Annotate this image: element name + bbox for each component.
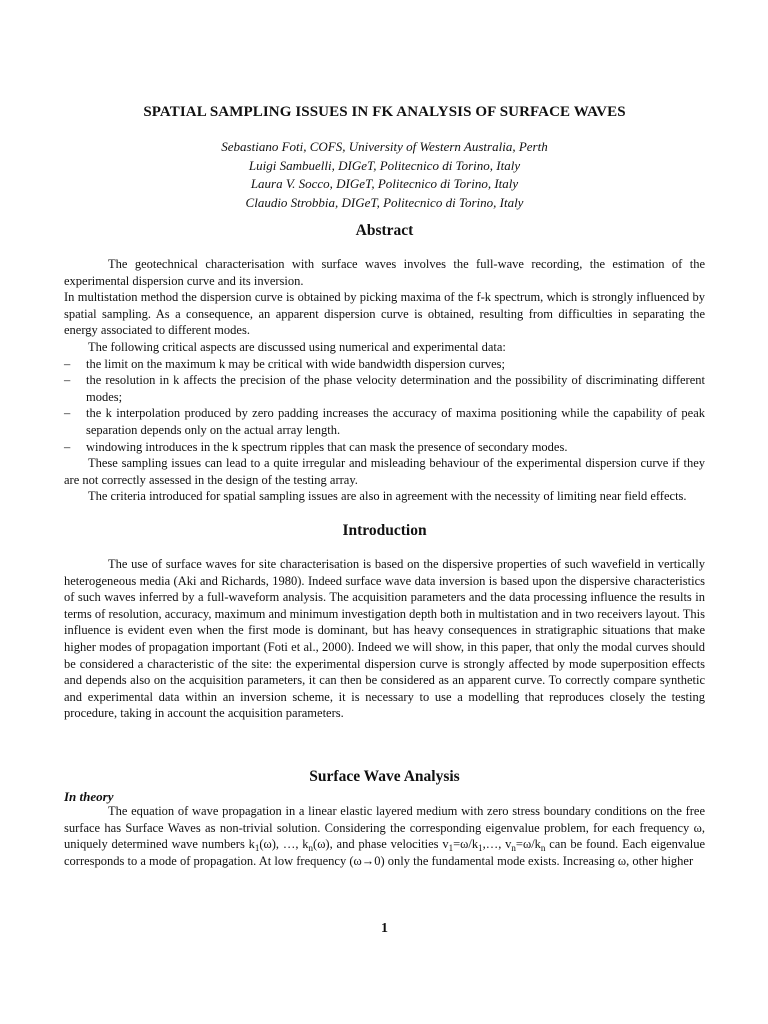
list-item-text: windowing introduces in the k spectrum ripples that can mask the presence of secondary modes. bbox=[86, 439, 568, 454]
introduction-heading: Introduction bbox=[342, 522, 427, 539]
list-item bbox=[64, 356, 705, 373]
list-item-text: the k interpolation produced by zero padding increases the accuracy of maxima positioning while the capability of peak separation depends only on the actual array length. bbox=[86, 406, 705, 437]
subscript: 1 bbox=[254, 843, 260, 854]
text-run: ,…, v bbox=[482, 837, 512, 852]
list-item-text: the limit on the maximum k may be critical with wide bandwidth dispersion curves; bbox=[86, 356, 506, 371]
text-run: The equation of wave propagation in a linear elastic layered medium with zero stress boundary conditions on the free surface has Surface Waves as non-trivial solution. Considering the corresponding eigenvalue problem, for each frequency ω, uniquely determined wave numbers k bbox=[64, 804, 705, 852]
author-line: Laura V. Socco, DIGeT, Politecnico di Torino, Italy bbox=[250, 176, 519, 191]
text-run: =ω/k bbox=[515, 837, 541, 852]
abstract-heading: Abstract bbox=[355, 222, 414, 239]
surface-wave-analysis-heading: Surface Wave Analysis bbox=[309, 768, 460, 785]
list-item bbox=[64, 405, 705, 438]
subscript: 1 bbox=[448, 843, 454, 854]
dash-marker: – bbox=[64, 406, 71, 421]
subscript: 1 bbox=[478, 843, 483, 854]
dash-marker: – bbox=[64, 439, 71, 454]
text-run: (ω), …, k bbox=[259, 837, 309, 852]
abstract-paragraph: These sampling issues can lead to a quite irregular and misleading behaviour of the experimental dispersion curve if they are not correctly assessed in the design of the testing array. bbox=[64, 456, 705, 487]
paper-title: SPATIAL SAMPLING ISSUES IN FK ANALYSIS OF SURFACE WAVES bbox=[143, 104, 626, 120]
author-line: Sebastiano Foti, COFS, University of Western Australia, Perth bbox=[221, 139, 548, 154]
page-number: 1 bbox=[381, 921, 388, 936]
dash-marker: – bbox=[64, 356, 71, 371]
introduction-paragraph: The use of surface waves for site characterisation is based on the dispersive properties of such wavefield in vertically heterogeneous media (Aki and Richards, 1980). Indeed surface wave data inversion is based upon the dispersive characteristics of such waves inferred by a full-waveform analysis. The acquisition parameters and the data processing influence the results in terms of resolution, accuracy, maximum and minimum investigation depth both in multistation and in two receivers layout. This influence is evident even when the first mode is dominant, but has heavy consequences in stratigraphic situations that make higher modes of propagation important (Foti et al., 2000). Indeed we will show, in this paper, that only the modal curves should be considered a characteristic of the site: the experimental dispersion curve is strongly affected by mode superposition effects and depends also on the acquisition parameters, it can then be considered as an apparent curve. To correctly compare synthetic and experimental data within an inversion scheme, it is necessary to use a modelling that reproduces closely the testing procedure, taking in account the acquisition parameters. bbox=[64, 557, 705, 721]
text-run: =ω/k bbox=[453, 837, 479, 852]
in-theory-subheading: In theory bbox=[64, 789, 114, 804]
subscript: n bbox=[308, 843, 314, 854]
list-item bbox=[64, 439, 705, 456]
list-item bbox=[64, 372, 705, 405]
surface-wave-paragraph bbox=[64, 803, 705, 869]
text-run: can be found. Each eigenvalue corresponds to a mode of propagation. At low frequency (ω→0) only the fundamental mode exists. Increasing ω, other higher bbox=[64, 837, 705, 868]
abstract-paragraph: In multistation method the dispersion curve is obtained by picking maxima of the f-k spectrum, which is strongly influenced by spatial sampling. As a consequence, an apparent dispersion curve is obtained, resulting from difficulties in separating the energy associated to different modes. bbox=[64, 290, 705, 338]
author-line: Claudio Strobbia, DIGeT, Politecnico di Torino, Italy bbox=[245, 194, 524, 210]
abstract-body bbox=[64, 256, 705, 505]
surface-wave-body bbox=[64, 803, 705, 869]
subscript: n bbox=[540, 843, 546, 854]
introduction-body bbox=[64, 556, 705, 722]
author-list bbox=[64, 138, 705, 212]
abstract-paragraph: The criteria introduced for spatial sampling issues are also in agreement with the necessity of limiting near field effects. bbox=[88, 489, 687, 504]
author-line: Luigi Sambuelli, DIGeT, Politecnico di Torino, Italy bbox=[248, 157, 521, 173]
abstract-paragraph: The geotechnical characterisation with surface waves involves the full-wave recording, the estimation of the experimental dispersion curve and its inversion. bbox=[64, 257, 705, 288]
text-run: (ω), and phase velocities v bbox=[313, 837, 449, 852]
list-item-text: the resolution in k affects the precision of the phase velocity determination and the possibility of discriminating different modes; bbox=[86, 373, 705, 404]
dash-marker: – bbox=[64, 373, 71, 388]
subscript: n bbox=[511, 843, 516, 854]
abstract-paragraph: The following critical aspects are discussed using numerical and experimental data: bbox=[88, 339, 506, 354]
